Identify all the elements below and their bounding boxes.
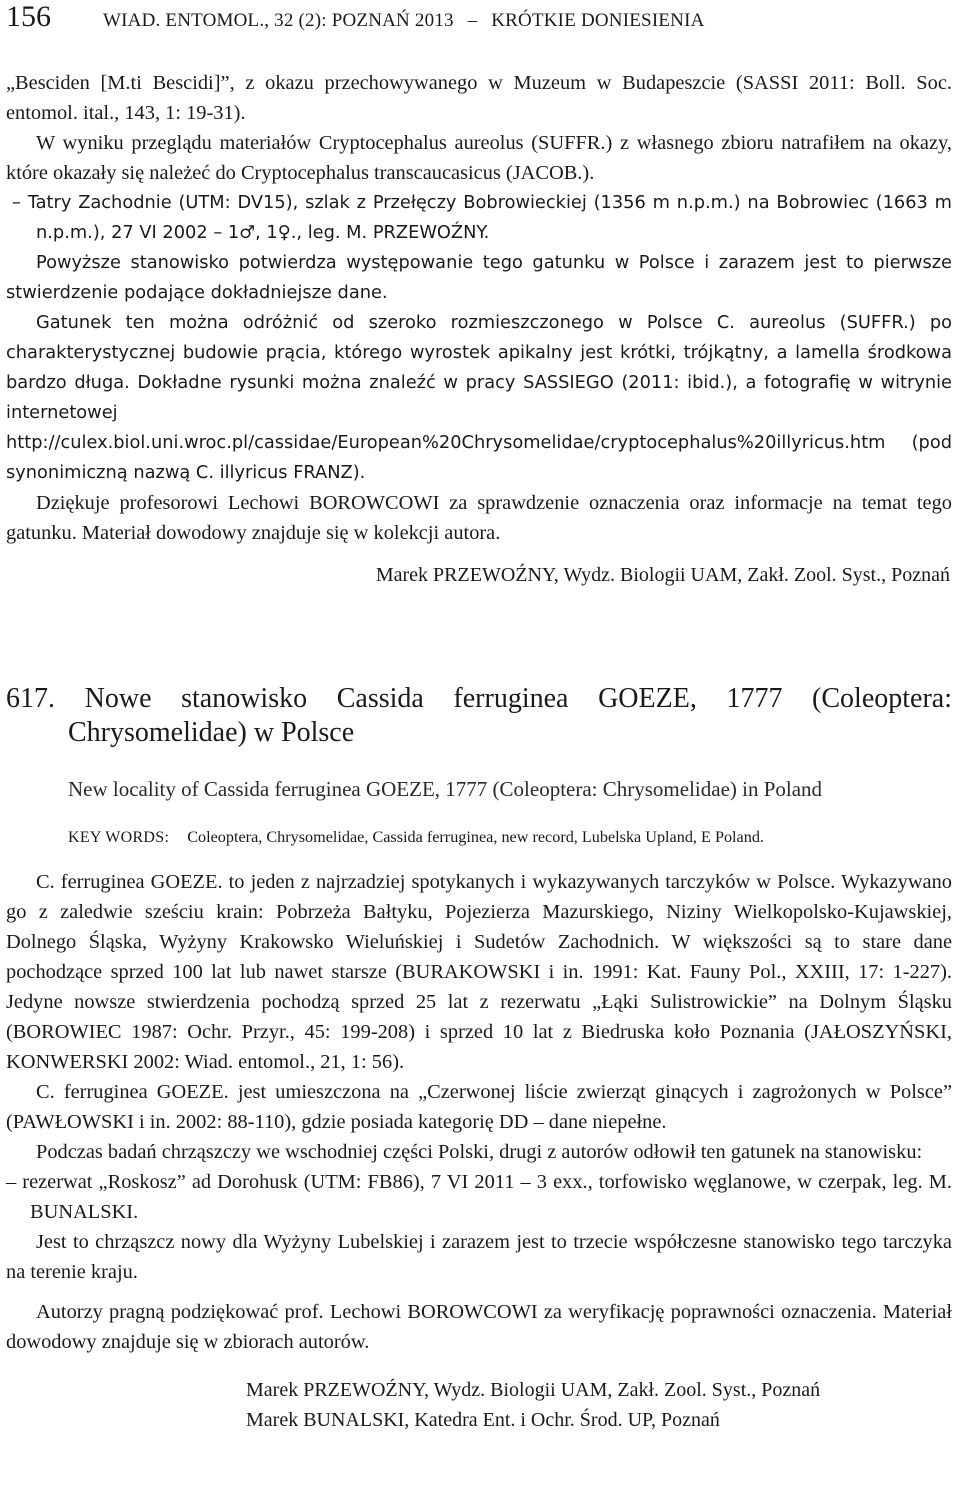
running-header — [6, 0, 950, 40]
section-title: KRÓTKIE DONIESIENIA — [491, 10, 705, 31]
paragraph: Dziękuje profesorowi Lechowi BOROWCOWI za sprawdzenie oznaczenia oraz informacje na temat tego gatunku. Materiał dowodowy znajduje się w kolekcji autora. — [6, 492, 952, 544]
paragraph: C. ferruginea GOEZE. to jeden z najrzadziej spotykanych i wykazywanych tarczyków w Polsce. Wykazywano go z zaledwie sześciu krain: Pobrzeża Bałtyku, Pojezierza Mazurskiego, Niziny Wielkopolsko-Kujawskiej, Dolnego Śląska, Wyżyny Krakowsko Wieluńskiej i Sudetów Zachodnich. W większości są to stare dane pochodzące sprzed 100 lat lub nawet starsze (BURAKOWSKI i in. 1991: Kat. Fauny Pol., XXIII, 17: 1-227). Jedyne nowsze stwierdzenia pochodzą sprzed 25 lat z rezerwatu „Łąki Sulistrowickie” na Dolnym Śląsku (BOROWIEC 1987: Ochr. Przyr., 45: 199-208) i sprzed 10 lat z Biedruska koło Poznania (JAŁOSZYŃSKI, KONWERSKI 2002: Wiad. entomol., 21, 1: 56). — [6, 871, 952, 1073]
record-entry: – Tatry Zachodnie (UTM: DV15), szlak z Przełęczy Bobrowieckiej (1356 m n.p.m.) na Bobrowiec (1663 m n.p.m.), 27 VI 2002 – 1♂, 1♀., leg. M. PRZEWOŹNY. — [12, 192, 952, 243]
paragraph: W wyniku przeglądu materiałów Cryptocephalus aureolus (SUFFR.) z własnego zbioru natrafiłem na okazy, które okazały się należeć do Cryptocephalus transcaucasicus (JACOB.). — [6, 132, 952, 184]
article — [6, 682, 952, 1435]
paragraph: Autorzy pragną podziękować prof. Lechowi BOROWCOWI za weryfikację poprawności oznaczenia. Materiał dowodowy znajduje się w zbiorach autorów. — [6, 1301, 952, 1353]
article-number: 617. — [6, 683, 55, 714]
paragraph: Jest to chrząszcz nowy dla Wyżyny Lubelskiej i zarazem jest to trzecie współczesne stanowisko tego tarczyka na terenie kraju. — [6, 1231, 952, 1283]
article-title — [6, 682, 952, 750]
record-entry: – rezerwat „Roskosz” ad Dorohusk (UTM: FB86), 7 VI 2011 – 3 exx., torfowisko węglanowe, w czerpak, leg. M. BUNALSKI. — [6, 1171, 952, 1223]
keywords-text: Coleoptera, Chrysomelidae, Cassida ferruginea, new record, Lubelska Upland, E Poland. — [187, 828, 764, 846]
paragraph: „Besciden [M.ti Bescidi]”, z okazu przechowywanego w Muzeum w Budapeszcie (SASSI 2011: Boll. Soc. entomol. ital., 143, 1: 19-31). — [6, 72, 952, 124]
paragraph: Gatunek ten można odróżnić od szeroko rozmieszczonego w Polsce C. aureolus (SUFFR.) po charakterystycznej budowie prącia, którego wyrostek apikalny jest krótki, trójkątny, a lamella środkowa bardzo długa. Dokładne rysunki można znaleźć w pracy SASSIEGO (2011: ibid.), a fotografię w witrynie internetowej http://culex.biol.uni.wroc.pl/cassidae/European%20Chrysomelidae/cryptocephalus%20illyricus.htm (pod synonimiczną nazwą C. illyricus FRANZ). — [6, 312, 952, 483]
page-number: 156 — [6, 0, 51, 33]
author-signature: Marek BUNALSKI, Katedra Ent. i Ochr. Środ. UP, Poznań — [246, 1409, 720, 1431]
header-separator: – — [467, 10, 478, 31]
paragraph: Powyższe stanowisko potwierdza występowanie tego gatunku w Polsce i zarazem jest to pierwsze stwierdzenie podające dokładniejsze dane. — [6, 252, 952, 303]
paragraph: Podczas badań chrząszczy we wschodniej części Polski, drugi z autorów odłowił ten gatunek na stanowisku: — [36, 1141, 923, 1163]
journal-citation: WIAD. ENTOMOL., 32 (2): POZNAŃ 2013 — [103, 10, 454, 31]
article-subtitle: New locality of Cassida ferruginea GOEZE, 1777 (Coleoptera: Chrysomelidae) in Poland — [68, 777, 823, 801]
author-signature: Marek PRZEWOŹNY, Wydz. Biologii UAM, Zakł. Zool. Syst., Poznań — [375, 564, 950, 586]
keywords-label: KEY WORDS: — [68, 829, 170, 846]
paragraph: C. ferruginea GOEZE. jest umieszczona na „Czerwonej liście zwierząt ginących i zagrożonych w Polsce” (PAWŁOWSKI i in. 2002: 88-110), gdzie posiada kategorię DD – dane niepełne. — [6, 1081, 952, 1133]
article-title-text: Nowe stanowisko Cassida ferruginea GOEZE, 1777 (Coleoptera: Chrysomelidae) w Polsce — [68, 683, 952, 748]
keywords — [6, 826, 952, 849]
previous-note — [6, 68, 952, 590]
author-signature: Marek PRZEWOŹNY, Wydz. Biologii UAM, Zakł. Zool. Syst., Poznań — [246, 1379, 821, 1401]
